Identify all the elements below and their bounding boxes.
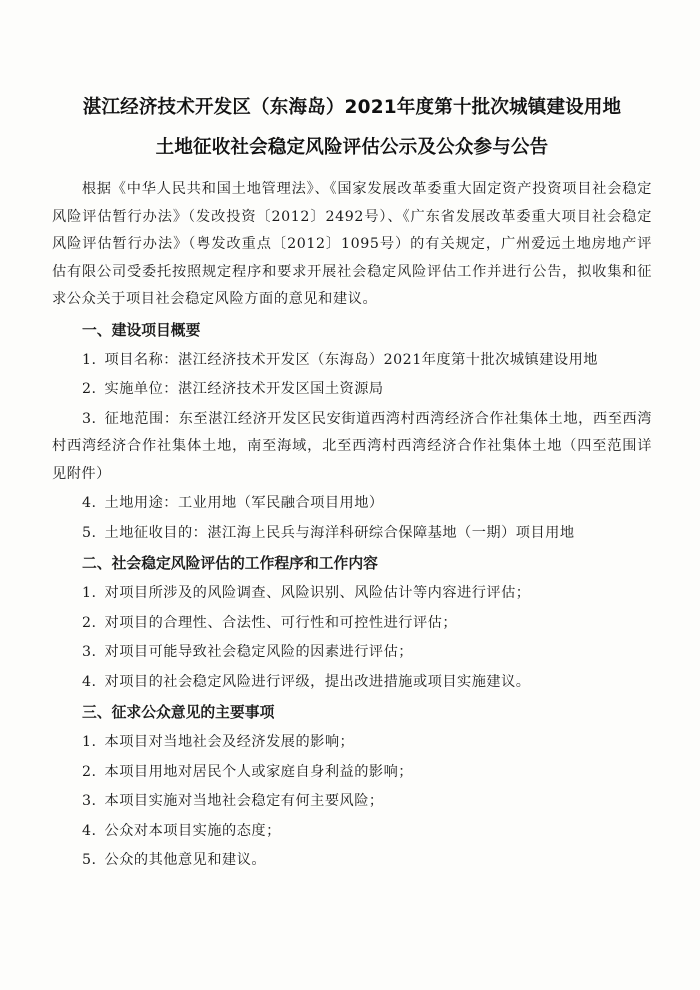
item-text: 公众的其他意见和建议。 (104, 852, 267, 868)
list-item (52, 788, 652, 816)
item-number: 3. (82, 410, 97, 427)
section-public-opinion (52, 699, 652, 875)
item-text: 土地征收目的：湛江海上民兵与海洋科研综合保障基地（一期）项目用地 (104, 524, 575, 541)
item-text: 对项目可能导致社会稳定风险的因素进行评估； (104, 644, 413, 660)
item-text: 公众对本项目实施的态度； (104, 822, 281, 839)
list-item (52, 759, 652, 787)
item-text: 征地范围：东至湛江经济开发区民安街道西湾村西湾经济合作社集体土地，西至西湾村西湾经济合作社集体土地，南至海域，北至西湾村西湾经济合作社集体土地（四至范围详见附件） (52, 410, 652, 482)
list-item (52, 376, 652, 404)
item-number: 4. (82, 495, 97, 511)
intro-paragraph: 根据《中华人民共和国土地管理法》、《国家发展改革委重大固定资产投资项目社会稳定风险评估暂行办法》（发改投资〔2012〕2492号）、《广东省发展改革委重大项目社会稳定风险评估暂行办法》（粤发改重点〔2012〕1095号）的有关规定，广州爱远土地房地产评估有限公司受委托按照规定程序和要求开展社会稳定风险评估工作并进行公告，拟收集和征求公众关于项目社会稳定风险方面的意见和建议。 (52, 181, 652, 307)
list-item (52, 406, 652, 489)
item-text: 对项目所涉及的风险调查、风险识别、风险估计等内容进行评估； (104, 585, 531, 601)
item-number: 2. (82, 614, 97, 631)
document-title-line-1: 湛江经济技术开发区（东海岛）2021年度第十批次城镇建设用地 (82, 97, 622, 118)
list-item (52, 490, 652, 518)
item-number: 1. (82, 734, 97, 750)
item-number: 2. (82, 381, 97, 397)
list-item (52, 639, 652, 667)
item-text: 对项目的合理性、合法性、可行性和可控性进行评估； (104, 614, 458, 631)
item-number: 3. (82, 644, 97, 660)
document-title-line-2: 土地征收社会稳定风险评估公示及公众参与公告 (155, 137, 549, 158)
list-item (52, 347, 652, 375)
item-text: 项目名称：湛江经济技术开发区（东海岛）2021年度第十批次城镇建设用地 (104, 351, 598, 368)
item-number: 4. (82, 822, 97, 839)
section-heading: 三、征求公众意见的主要事项 (82, 704, 275, 721)
list-item (52, 520, 652, 548)
item-number: 4. (82, 673, 97, 690)
section-heading: 一、建设项目概要 (82, 321, 201, 339)
item-text: 实施单位：湛江经济技术开发区国土资源局 (104, 381, 384, 397)
item-number: 1. (82, 351, 97, 368)
list-item (52, 729, 652, 757)
list-item (52, 847, 652, 875)
item-text: 本项目实施对当地社会稳定有何主要风险； (104, 793, 384, 809)
section-project-overview (52, 317, 652, 548)
item-text: 本项目用地对居民个人或家庭自身利益的影响； (104, 763, 413, 780)
item-number: 5. (82, 524, 97, 541)
item-number: 2. (82, 763, 97, 780)
item-text: 土地用途：工业用地（军民融合项目用地） (104, 495, 384, 511)
list-item (52, 818, 652, 846)
item-text: 本项目对当地社会及经济发展的影响； (104, 734, 355, 750)
section-heading: 二、社会稳定风险评估的工作程序和工作内容 (82, 555, 378, 572)
list-item (52, 610, 652, 638)
item-number: 1. (82, 585, 97, 601)
list-item (52, 669, 652, 697)
list-item (52, 580, 652, 608)
item-number: 5. (82, 852, 97, 868)
section-assessment-procedure (52, 550, 652, 696)
item-number: 3. (82, 793, 97, 809)
item-text: 对项目的社会稳定风险进行评级，提出改进措施或项目实施建议。 (104, 673, 531, 690)
